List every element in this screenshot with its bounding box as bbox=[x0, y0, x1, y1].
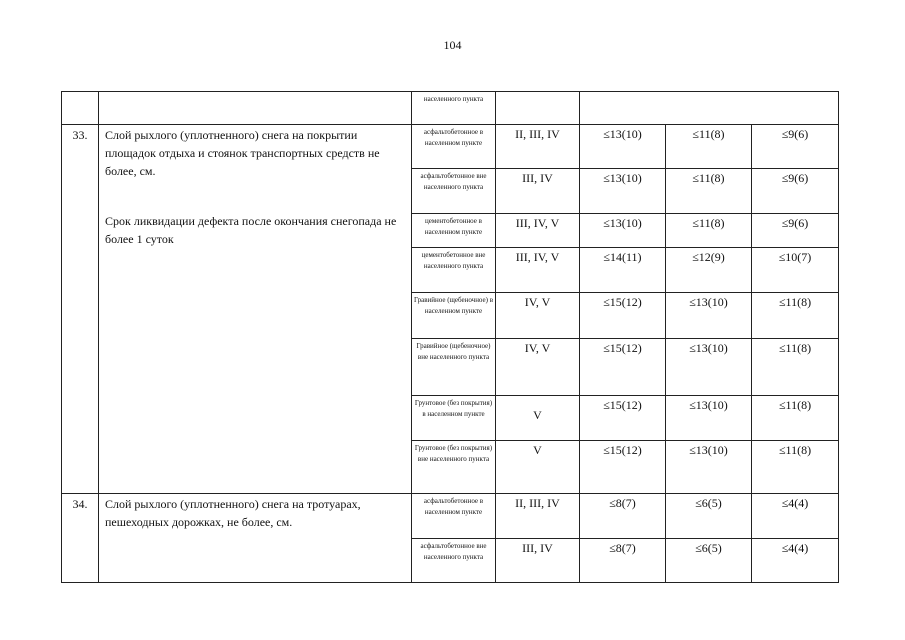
value-cell: ≤8(7) bbox=[580, 539, 666, 583]
value-cell: ≤11(8) bbox=[752, 293, 839, 339]
value-cell: ≤11(8) bbox=[752, 339, 839, 396]
value-cell: ≤13(10) bbox=[666, 339, 752, 396]
category-cell: III, IV, V bbox=[496, 248, 580, 293]
coverage-cell: Грунтовое (без покрытия) вне населенного пункта bbox=[412, 441, 496, 494]
category-cell: II, III, IV bbox=[496, 125, 580, 169]
value-cell: ≤15(12) bbox=[580, 396, 666, 441]
category-cell: V bbox=[496, 441, 580, 494]
requirements-table bbox=[61, 91, 839, 583]
coverage-cell: Грунтовое (без покрытия) в населенном пункте bbox=[412, 396, 496, 441]
value-cell: ≤6(5) bbox=[666, 494, 752, 539]
category-cell: III, IV bbox=[496, 169, 580, 214]
value-cell: ≤14(11) bbox=[580, 248, 666, 293]
coverage-cell: асфальтобетонное вне населенного пункта bbox=[412, 539, 496, 583]
item-description bbox=[99, 494, 412, 583]
category-cell: IV, V bbox=[496, 339, 580, 396]
coverage-cell: цементобетонное вне населенного пункта bbox=[412, 248, 496, 293]
description-cell bbox=[99, 92, 412, 125]
category-cell: III, IV bbox=[496, 539, 580, 583]
value-cell: ≤11(8) bbox=[752, 441, 839, 494]
category-cell: III, IV, V bbox=[496, 214, 580, 248]
description-text: Слой рыхлого (уплотненного) снега на тротуарах, пешеходных дорожках, не более, см. bbox=[105, 497, 361, 529]
value-cell: ≤8(7) bbox=[580, 494, 666, 539]
coverage-cell: асфальтобетонное вне населенного пункта bbox=[412, 169, 496, 214]
table-row bbox=[62, 494, 839, 539]
value-cell: ≤13(10) bbox=[666, 293, 752, 339]
table-row bbox=[62, 125, 839, 169]
category-cell: V bbox=[496, 396, 580, 441]
value-cell: ≤15(12) bbox=[580, 339, 666, 396]
value-cell: ≤11(8) bbox=[666, 214, 752, 248]
description-text: Слой рыхлого (уплотненного) снега на покрытии площадок отдыха и стоянок транспортных средств не более, см. bbox=[105, 128, 380, 178]
value-cell: ≤9(6) bbox=[752, 125, 839, 169]
value-cell: ≤13(10) bbox=[666, 396, 752, 441]
category-cell: II, III, IV bbox=[496, 494, 580, 539]
value-cell: ≤12(9) bbox=[666, 248, 752, 293]
category-cell: IV, V bbox=[496, 293, 580, 339]
value-cell: ≤11(8) bbox=[666, 169, 752, 214]
deadline-note: Срок ликвидации дефекта после окончания снегопада не более 1 суток bbox=[105, 214, 397, 246]
coverage-cell: Гравийное (щебеночное) в населенном пункте bbox=[412, 293, 496, 339]
value-cell: ≤15(12) bbox=[580, 293, 666, 339]
item-number: 33. bbox=[62, 125, 99, 494]
page-number: 104 bbox=[443, 38, 462, 52]
value-cell: ≤13(10) bbox=[580, 169, 666, 214]
value-cell: ≤10(7) bbox=[752, 248, 839, 293]
value-cell: ≤4(4) bbox=[752, 494, 839, 539]
value-cell: ≤13(10) bbox=[666, 441, 752, 494]
value-cell: ≤15(12) bbox=[580, 441, 666, 494]
number-cell bbox=[62, 92, 99, 125]
value-cell: ≤9(6) bbox=[752, 169, 839, 214]
coverage-cell: Гравийное (щебеночное) вне населенного пункта bbox=[412, 339, 496, 396]
table-row-continuation bbox=[62, 92, 839, 125]
coverage-cell: асфальтобетонное в населенном пункте bbox=[412, 494, 496, 539]
item-description bbox=[99, 125, 412, 494]
value-cell: ≤13(10) bbox=[580, 125, 666, 169]
value-cell: ≤9(6) bbox=[752, 214, 839, 248]
coverage-cell: населенного пункта bbox=[412, 92, 496, 125]
value-cell: ≤6(5) bbox=[666, 539, 752, 583]
value-cell: ≤11(8) bbox=[752, 396, 839, 441]
category-cell bbox=[496, 92, 580, 125]
values-cell bbox=[580, 92, 839, 125]
item-number: 34. bbox=[62, 494, 99, 583]
value-cell: ≤11(8) bbox=[666, 125, 752, 169]
coverage-cell: асфальтобетонное в населенном пункте bbox=[412, 125, 496, 169]
value-cell: ≤4(4) bbox=[752, 539, 839, 583]
coverage-cell: цементобетонное в населенном пункте bbox=[412, 214, 496, 248]
value-cell: ≤13(10) bbox=[580, 214, 666, 248]
